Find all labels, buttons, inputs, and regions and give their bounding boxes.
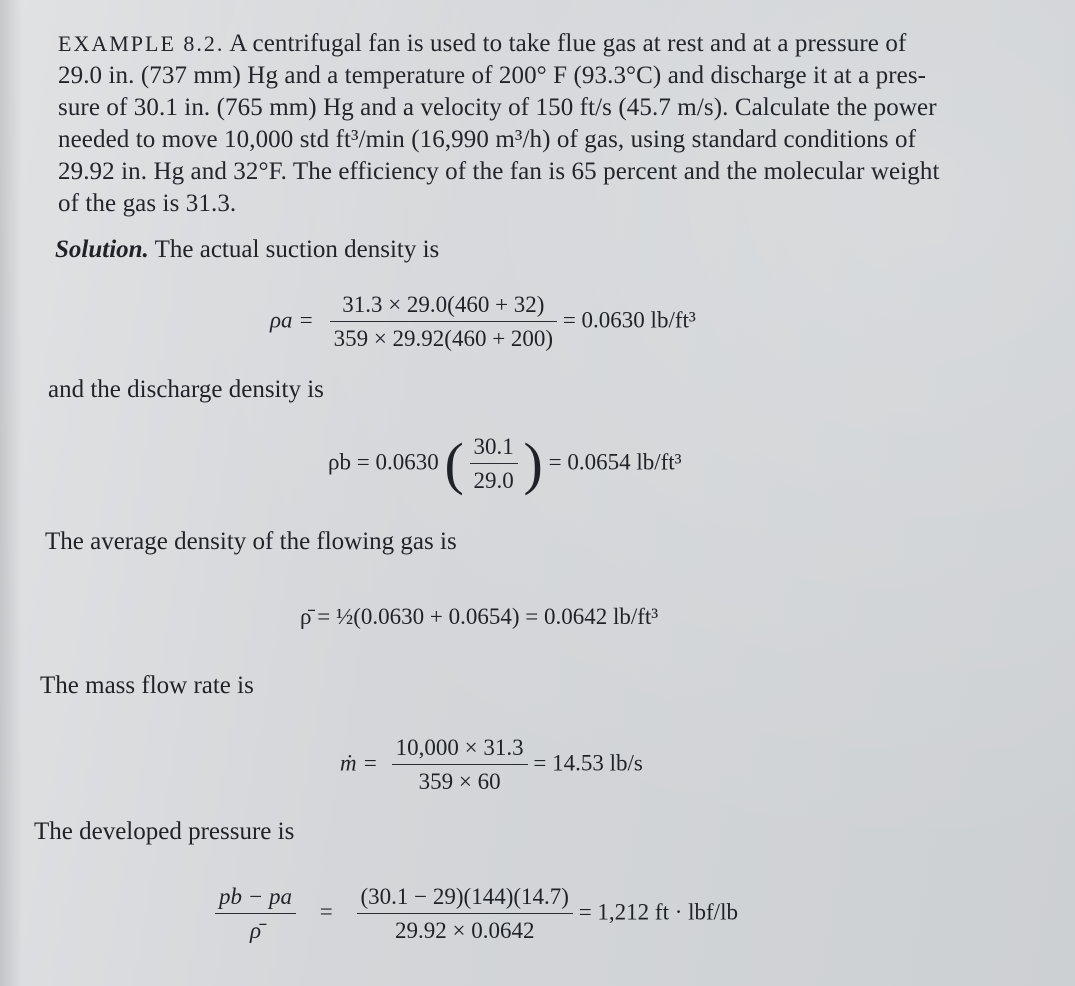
equation-discharge-density [328,430,682,496]
page-shadow [0,0,22,986]
eq2-left-paren: ( [444,430,464,496]
eq5-fraction [357,884,573,944]
example-line-2: 29.0 in. (737 mm) Hg and a temperature of 200° F (93.3°C) and discharge it at a pres- [58,62,927,89]
eq2-fraction [470,434,518,494]
eq1-fraction [330,292,558,352]
average-density-text: The average density of the flowing gas is [45,528,457,555]
example-line-4: needed to move 10,000 std ft³/min (16,990 m³/h) of gas, using standard conditions of [58,126,916,153]
eq5-equals: = [319,899,333,925]
eq5-denominator: 29.92 × 0.0642 [394,918,535,943]
discharge-text: and the discharge density is [48,376,324,403]
eq5-result: = 1,212 ft · lbf/lb [578,899,738,925]
example-line-3: sure of 30.1 in. (765 mm) Hg and a velocity of 150 ft/s (45.7 m/s). Calculate the power [58,94,937,121]
example-label: EXAMPLE 8.2. [58,31,225,56]
eq1-numerator: 31.3 × 29.0(460 + 32) [330,292,558,322]
example-line-5: 29.92 in. Hg and 32°F. The efficiency of the fan is 65 percent and the molecular weight [58,158,940,185]
eq4-fraction [392,735,528,795]
eq4-lhs: ṁ = [340,750,378,776]
solution-label: Solution. [55,236,149,263]
eq4-denominator: 359 × 60 [418,769,501,794]
example-paragraph [58,28,1048,220]
eq2-lhs: ρb = 0.0630 [328,449,439,475]
eq2-result: = 0.0654 lb/ft³ [548,449,682,475]
eq4-result: = 14.53 lb/s [533,750,643,776]
eq1-lhs: ρa = [270,307,314,333]
eq5-lhs-fraction [215,884,296,944]
developed-pressure-text: The developed pressure is [34,818,295,845]
eq2-right-paren: ) [523,430,543,496]
eq2-numerator: 30.1 [470,434,518,464]
mass-flow-text: The mass flow rate is [40,672,254,699]
equation-mass-flow [340,735,643,795]
equation-suction-density [270,292,696,352]
eq5-numerator: (30.1 − 29)(144)(14.7) [357,884,573,914]
eq1-result: = 0.0630 lb/ft³ [562,307,696,333]
example-line-1: EXAMPLE 8.2. A centrifugal fan is used to take flue gas at rest and at a pressure of [58,30,907,57]
eq2-denominator: 29.0 [473,468,514,493]
equation-average-density: ρ̄ = ½(0.0630 + 0.0654) = 0.0642 lb/ft³ [300,604,659,629]
solution-intro: Solution. The actual suction density is [55,236,440,263]
equation-developed-pressure [215,884,738,944]
eq5-lhs-denominator: ρ̄ [249,918,262,943]
eq4-numerator: 10,000 × 31.3 [392,735,528,765]
eq1-denominator: 359 × 29.92(460 + 200) [333,326,554,351]
example-line-6: of the gas is 31.3. [58,190,237,217]
eq5-lhs-numerator: pb − pa [215,884,296,914]
